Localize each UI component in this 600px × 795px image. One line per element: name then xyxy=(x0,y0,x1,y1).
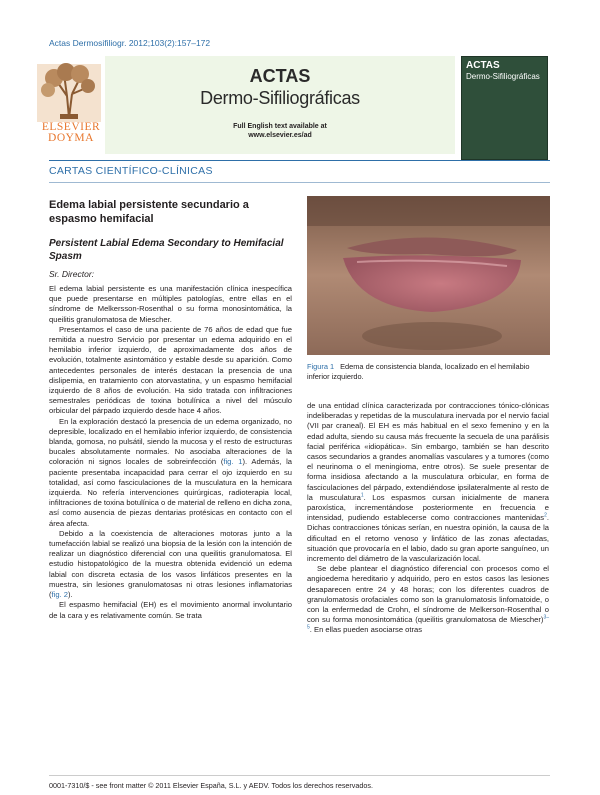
paragraph xyxy=(49,529,292,600)
left-column xyxy=(49,284,292,621)
paragraph-text: ). Además, la paciente presentaba incapacidad para cerrar el ojo izquierdo en su totalidad, así como fasciculaciones de la musculatura en la hemicara izquierda. No refería intervenciones quirúrgicas, radioterapia local, infiltraciones de toxina botulínica o de material de relleno en dicha zona, así como ausencia de piezas dentarias protésicas en contacto con el área afecta. xyxy=(49,457,292,528)
paragraph: Presentamos el caso de una paciente de 76 años de edad que fue remitida a nuestro Servicio por presentar un edema adquirido en el hemilabio inferior izquierdo, de aproximadamente dos años de evolución, totalmente asintomático y estable desde su aparición. Como antecedentes personales de interés destacan la presencia de una dislipemia, en tratamiento con atorvastatina, y un espasmo hemifacial izquierdo de 8 años de evolución. Ha sido tratada con infiltraciones semestrales periódicas de toxina botulínica a nivel del músculo orbicular del párpado izquierdo desde hace 4 años. xyxy=(49,324,292,416)
publisher-line-1: ELSEVIER xyxy=(41,121,101,133)
figure-caption-text: Edema de consistencia blanda, localizado en el hemilabio inferior izquierdo. xyxy=(307,362,530,381)
paragraph-text: Se debe plantear el diagnóstico diferencial con procesos como el angioedema hereditario y adquirido, pero en estos casos las lesiones desaparecen entre 24 y 48 horas; con los diferentes cuadros de granulomatosis orofaciales como son la granulomatosis linfomatoide, o con la enfermedad de Crohn, el síndrome de Melkerson-Rosenthal o con su forma monosintomática (queilitis granulomatosa de Miescher) xyxy=(307,564,549,625)
paragraph xyxy=(49,417,292,529)
figure-2-link[interactable]: fig. 2 xyxy=(51,590,68,600)
salutation: Sr. Director: xyxy=(49,269,95,279)
publisher-line-2: DOYMA xyxy=(48,132,94,144)
figure-1-link[interactable]: fig. 1 xyxy=(223,457,243,467)
paragraph-text: . Los espasmos cursan inicialmente de manera paroxística, incrementándose posteriormente en frecuencia e intensidad, pudiendo establecerse como contracciones mantenidas xyxy=(307,492,549,523)
cover-title-2: Dermo-Sifiliográficas xyxy=(466,72,540,81)
cover-title-1: ACTAS xyxy=(466,60,500,71)
header-rule xyxy=(49,160,550,161)
figure-label: Figura 1 xyxy=(307,362,335,371)
footer-rule xyxy=(49,775,550,776)
section-heading: CARTAS CIENTÍFICO-CLÍNICAS xyxy=(49,165,213,177)
paragraph: El espasmo hemifacial (EH) es el movimiento anormal involuntario de la cara y es relativamente común. Se trata xyxy=(49,600,292,620)
journal-name-line-2: Dermo-Sifiliográficas xyxy=(200,88,360,108)
paragraph-text: . Dichas contracciones tónicas serían, en nuestra opinión, la causa de la dificultad en el retorno venoso y linfático de las zonas afectadas, situación que provocaría en el labio, dado su gran aporte sanguíneo, un incremento del diámetro de la vascularización local. xyxy=(307,513,549,564)
paragraph-text: ). xyxy=(68,590,73,600)
paragraph xyxy=(307,401,549,564)
reference-3-5-link[interactable]: 3–5 xyxy=(307,614,549,631)
publisher-name xyxy=(34,122,108,144)
elsevier-tree-logo xyxy=(34,60,104,170)
full-text-line-1: Full English text available at xyxy=(233,123,327,130)
section-rule xyxy=(49,182,550,183)
journal-citation: Actas Dermosifiliogr. 2012;103(2):157–172 xyxy=(49,38,211,48)
right-column xyxy=(307,401,549,636)
figure-caption xyxy=(307,362,550,382)
paragraph: El edema labial persistente es una manifestación clínica inespecífica que puede presentarse en múltiples patologías, entre ellas en el síndrome de Melkersson-Rosenthal o su forma monosintomática, la queilitis granulomatosa de Miescher. xyxy=(49,284,292,324)
full-text-note xyxy=(110,122,450,140)
paragraph-text: Debido a la coexistencia de alteraciones motoras junto a la tumefacción labial se realizó una biopsia de la lesión con la intención de realizar un diagnóstico diferencial con una queilitis granulomatosa. El estudio histopatológico de la muestra obtenida evidenció un edema labial con discreta ectasia de los vasos linfáticos presentes en la muestra, sin lesiones granulomatosas ni otras lesiones inflamatorias ( xyxy=(49,528,292,600)
paragraph xyxy=(307,564,549,635)
reference-1-link[interactable]: 1 xyxy=(360,492,364,499)
paragraph-text: de una entidad clínica caracterizada por contracciones tónico-clónicas indeliberadas y repetidas de la musculatura inervada por el nervio facial (VII par craneal). El EH es más habitual en el sexo femenino y en la edad adulta, siendo su causa más frecuente la secuela de una parálisis facial periférica «idiopática». Sin embargo, también se han descrito casos secundarios a grandes anomalías vasculares y a tumores (como el neurinoma o el meningioma, entre otros). Se suele presentar de forma insidiosa afectando a la musculatura orbicular, en forma de fasciculaciones del párpado, extendiéndose ipsilateralmente al resto de la musculatura xyxy=(307,401,549,502)
paragraph-text: . En ellas pueden asociarse otras xyxy=(309,625,423,635)
paragraph-text: En la exploración destacó la presencia de un edema organizado, no depresible, localizado en el hemilabio inferior izquierdo, de consistencia blanda, gomosa, no pulsátil, siendo la mucosa y el resto de estructuras bucales absolutamente normales. No asociaba alteraciones de la coloración ni signos locales de sobreinfección ( xyxy=(49,416,292,467)
full-text-url[interactable]: www.elsevier.es/ad xyxy=(248,132,312,139)
copyright-footer: 0001-7310/$ - see front matter © 2011 Elsevier España, S.L. y AEDV. Todos los derechos reservados. xyxy=(49,781,373,790)
journal-name-line-1: ACTAS xyxy=(249,66,311,86)
article-title-spanish: Edema labial persistente secundario a espasmo hemifacial xyxy=(49,199,249,225)
article-title-english: Persistent Labial Edema Secondary to Hemifacial Spasm xyxy=(49,238,284,262)
reference-2-link[interactable]: 2 xyxy=(544,512,547,519)
clinical-photo-lip xyxy=(307,196,550,355)
